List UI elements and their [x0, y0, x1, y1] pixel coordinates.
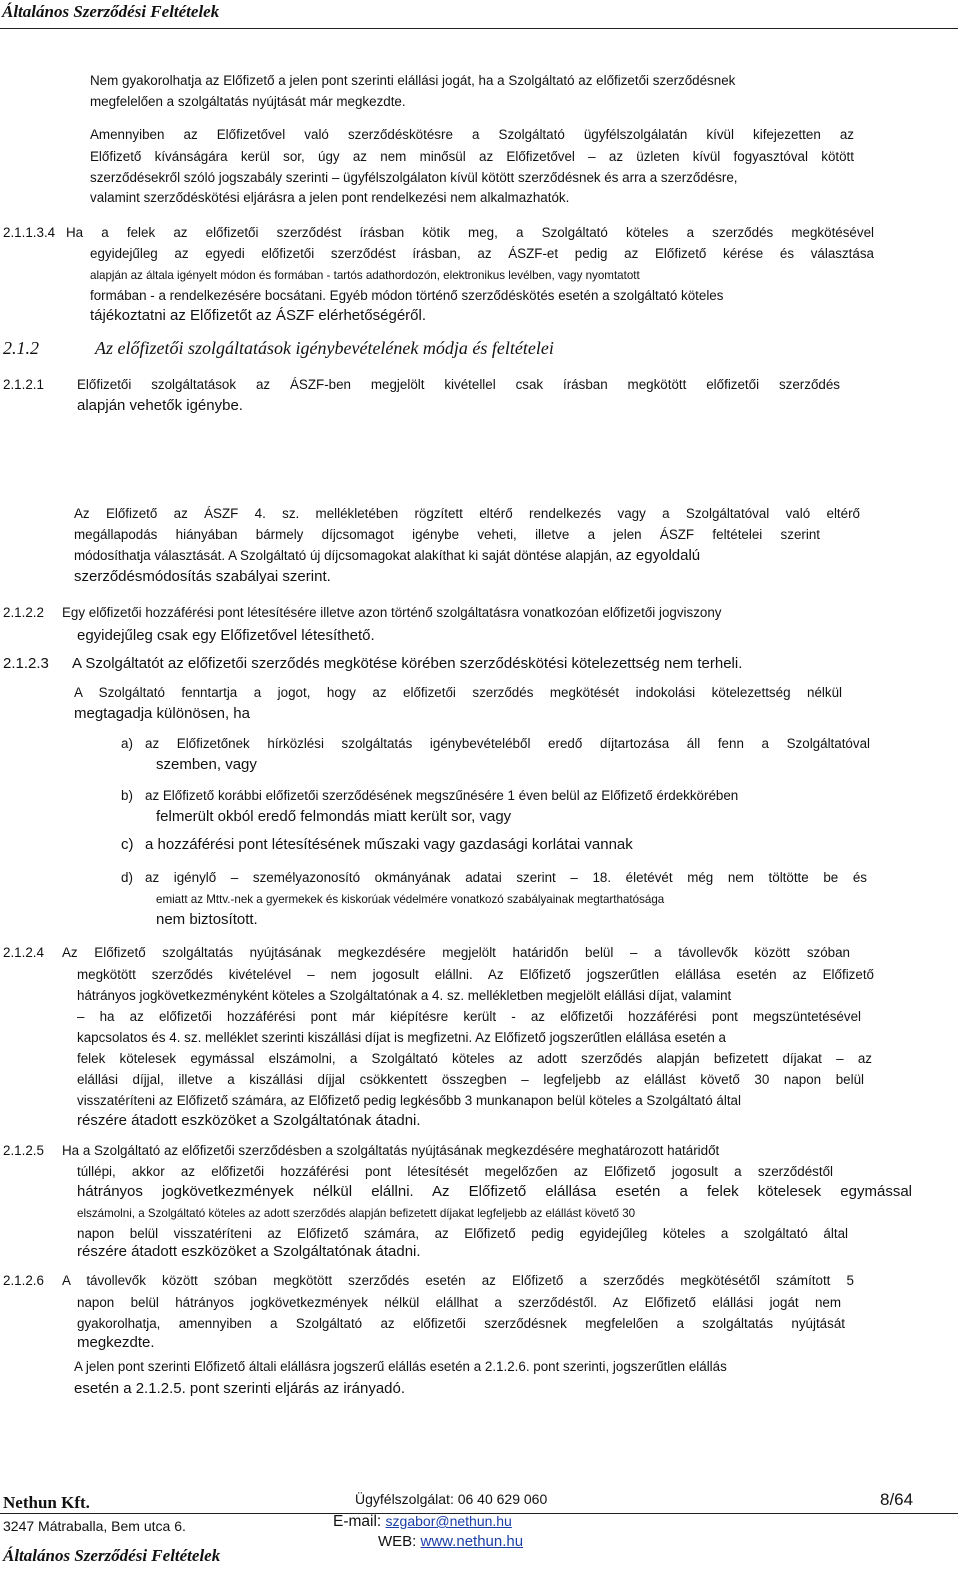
list-label-b: b): [121, 788, 133, 803]
p2121-line-5-text: módosíthatja választását. A Szolgáltató új díjcsomagokat alakíthat ki saját döntése alapján,: [74, 548, 613, 563]
intro-line-3: Amennyiben az Előfizetővel való szerződéskötésre a Szolgáltató ügyfélszolgálatán kívül kifejezetten az: [90, 127, 854, 142]
list-item-b-line-2: felmerült okból eredő felmondás miatt került sor, vagy: [156, 808, 512, 825]
p2113-line-3: alapján az általa igényelt módon és formában - tartós adathordozón, elektronikus levélben, vagy nyomtatott: [90, 269, 640, 282]
footer-company: Nethun Kft.: [3, 1493, 90, 1512]
p2124-line-9: részére átadott eszközöket a Szolgáltatónak átadni.: [77, 1112, 421, 1129]
list-item-c-line-1: a hozzáférési pont létesítésének műszaki vagy gazdasági korlátai vannak: [145, 836, 633, 853]
p2123-line-2: A Szolgáltató fenntartja a jogot, hogy az előfizetői szerződés megkötését indokolási kötelezettség nélkül: [74, 685, 842, 700]
list-item-d-line-2: emiatt az Mttv.-nek a gyermekek és kiskorúak védelmére vonatkozó szabályainak megtarthatósága: [156, 893, 665, 906]
footer-title: Általános Szerződési Feltételek: [3, 1546, 221, 1565]
list-item-a-line-2: szemben, vagy: [156, 756, 257, 773]
p2124-line-4: – ha az előfizetői hozzáférési pont már kiépítésre került - az előfizetői hozzáférési pont megszüntetésével: [77, 1009, 861, 1024]
p2124-line-5: kapcsolatos és 4. sz. melléklet szerinti kiszállási díjat is megfizetni. Az Előfizető jogszerűtlen elállása esetén a: [77, 1030, 727, 1045]
paragraph-number: 2.1.2.3: [3, 655, 49, 672]
paragraph-number: 2.1.2.6: [3, 1273, 44, 1288]
p2124-line-1: Az Előfizető szolgáltatás nyújtásának megkezdésére megjelölt határidőn belül – a távollevők között szóban: [62, 945, 850, 960]
p2126-line-3: gyakorolhatja, amennyiben a Szolgáltató az előfizetői szerződésnek megfelelően a szolgáltatás nyújtását: [77, 1316, 845, 1331]
list-item-d-line-3: nem biztosított.: [156, 911, 258, 928]
paragraph-number: 2.1.2.5: [3, 1143, 44, 1158]
p2121-line-5: [74, 545, 700, 567]
p2126-line-6: esetén a 2.1.2.5. pont szerinti eljárás az irányadó.: [74, 1380, 406, 1397]
paragraph-number: 2.1.2.4: [3, 945, 44, 960]
p2125-line-1: Ha a Szolgáltató az előfizetői szerződésben a szolgáltatás nyújtásának megkezdésére meghatározott határidőt: [62, 1143, 720, 1158]
p2126-line-1: A távollevők között szóban megkötött szerződés esetén az Előfizető a szerződés megkötésétől számított 5: [62, 1273, 854, 1288]
p2121-line-1: Előfizetői szolgáltatások az ÁSZF-ben megjelölt kivétellel csak írásban megkötött előfizetői szerződés: [77, 377, 840, 392]
intro-line-1: Nem gyakorolhatja az Előfizető a jelen pont szerinti elállási jogát, ha a Szolgáltató az előfizetői szerződésnek: [90, 73, 736, 88]
p2121-line-2: alapján vehetők igénybe.: [77, 397, 243, 414]
header-title: Általános Szerződési Feltételek: [2, 2, 220, 21]
footer-email-link[interactable]: szgabor@nethun.hu: [385, 1513, 512, 1529]
list-item-a-line-1: az Előfizetőnek hírközlési szolgáltatás igénybevételéből eredő díjtartozása áll fenn a Szolgáltatóval: [145, 736, 870, 751]
p2122-line-2: egyidejűleg csak egy Előfizetővel létesíthető.: [77, 627, 375, 644]
footer-email: [333, 1513, 512, 1531]
p2125-line-6: részére átadott eszközöket a Szolgáltatónak átadni.: [77, 1243, 421, 1260]
p2121-line-3: Az Előfizető az ÁSZF 4. sz. mellékletében rögzített eltérő rendelkezés vagy a Szolgáltatóval való eltérő: [74, 506, 860, 521]
paragraph-number: 2.1.2.1: [3, 377, 44, 392]
intro-line-6: valamint szerződéskötési eljárásra a jelen pont rendelkezési nem alkalmazhatók.: [90, 190, 570, 205]
p2124-line-7: elállási díjjal, illetve a kiszállási díjjal csökkentett összegben – legfeljebb az elállást követő 30 napon belül: [77, 1072, 864, 1087]
p2122-line-1: Egy előfizetői hozzáférési pont létesítésére illetve azon történő szolgáltatásra vonatkozóan előfizetői jogviszony: [62, 605, 722, 620]
p2125-line-5: napon belül visszatéríteni az Előfizető számára, az Előfizető pedig egyidejűleg köteles a szolgáltató által: [77, 1226, 848, 1241]
section-heading: [3, 338, 554, 359]
p2126-line-5: A jelen pont szerinti Előfizető általi elállásra jogszerű elállás esetén a 2.1.2.6. pont szerinti, jogszerűtlen elállás: [74, 1359, 727, 1374]
list-label-c: c): [121, 836, 134, 853]
p2124-line-6: felek kötelesek egymással elszámolni, a Szolgáltató köteles az adott szerződés alapján befizetett díjakat – az: [77, 1051, 872, 1066]
intro-line-2: megfelelően a szolgáltatás nyújtását már megkezdte.: [90, 94, 406, 109]
list-item-d-line-1: az igénylő – személyazonosító okmányának adatai szerint – 18. életévét még nem töltötte be és: [145, 870, 867, 885]
paragraph-number: 2.1.1.3.4: [3, 225, 56, 240]
section-title: Az előfizetői szolgáltatások igénybevételének módja és feltételei: [95, 338, 554, 358]
p2126-line-2: napon belül hátrányos jogkövetkezmények nélkül elállhat a szerződéstől. Az Előfizető elállási jogát nem: [77, 1295, 841, 1310]
list-item-b-line-1: az Előfizető korábbi előfizetői szerződésének megszűnésére 1 éven belül az Előfizető érdekkörében: [145, 788, 739, 803]
list-label-a: a): [121, 736, 133, 751]
list-label-d: d): [121, 870, 133, 885]
paragraph-number: 2.1.2.2: [3, 605, 44, 620]
p2124-line-3: hátrányos jogkövetkezményként köteles a Szolgáltatónak a 4. sz. mellékletben megjelölt elállási díjat, valamint: [77, 988, 732, 1003]
footer-web: [378, 1533, 523, 1550]
p2124-line-2: megkötött szerződés kivételével – nem jogosult elállni. Az Előfizető jogszerűtlen elállása esetén az Előfizető: [77, 967, 874, 982]
p2125-line-4: elszámolni, a Szolgáltató köteles az adott szerződés alapján befizetett díjakat legfeljebb az elállást követő 30: [77, 1207, 636, 1220]
p2113-line-4: formában - a rendelkezésére bocsátani. Egyéb módon történő szerződéskötés esetén a szolgáltató köteles: [90, 288, 724, 303]
p2124-line-8: visszatéríteni az Előfizető számára, az Előfizető pedig legkésőbb 3 munkanapon belül köteles a Szolgáltató által: [77, 1093, 741, 1108]
intro-line-5: szerződésekről szóló jogszabály szerinti – ügyfélszolgálaton kívül kötött szerződésnek és arra a szerződésre,: [90, 170, 738, 185]
page-number: 8/64: [880, 1490, 914, 1509]
p2125-line-2: túllépi, akkor az előfizetői hozzáférési pont létesítését megelőzően az Előfizető jogosult a szerződéstől: [77, 1164, 833, 1179]
footer-email-label: E-mail:: [333, 1513, 382, 1530]
p2113-line-2: egyidejűleg az egyedi előfizetői szerződést írásban, az ÁSZF-et pedig az Előfizető kérése és választása: [90, 246, 874, 261]
section-number: 2.1.2: [3, 338, 39, 358]
p2126-line-4: megkezdte.: [77, 1334, 155, 1351]
p2121-line-5-end: az egyoldalú: [615, 547, 701, 564]
p2125-line-3: hátrányos jogkövetkezmények nélkül elállni. Az Előfizető elállása esetén a felek kötelesek egymással: [77, 1183, 912, 1200]
p2123-line-3: megtagadja különösen, ha: [74, 705, 250, 722]
p2113-line-5: tájékoztatni az Előfizetőt az ÁSZF elérhetőségéről.: [90, 307, 427, 324]
footer-phone: Ügyfélszolgálat: 06 40 629 060: [355, 1491, 548, 1507]
p2113-line-1: Ha a felek az előfizetői szerződést írásban kötik meg, a Szolgáltató köteles a szerződés megkötésével: [66, 225, 874, 240]
p2121-line-4: megállapodás hiányában bármely díjcsomagot igénybe veheti, illetve a jelen ÁSZF feltételei szerint: [74, 527, 820, 542]
intro-line-4: Előfizető kívánságára kerül sor, úgy az nem minősül az Előfizetővel – az üzleten kívül fogyasztóval kötött: [90, 149, 854, 164]
p2123-line-1: A Szolgáltatót az előfizetői szerződés megkötése körében szerződéskötési kötelezettség nem terheli.: [72, 655, 743, 672]
footer-web-link[interactable]: www.nethun.hu: [420, 1533, 524, 1550]
footer-address: 3247 Mátraballa, Bem utca 6.: [3, 1518, 186, 1534]
footer-web-label: WEB:: [378, 1533, 417, 1550]
header-divider: [0, 28, 958, 29]
p2121-line-6: szerződésmódosítás szabályai szerint.: [74, 568, 331, 585]
